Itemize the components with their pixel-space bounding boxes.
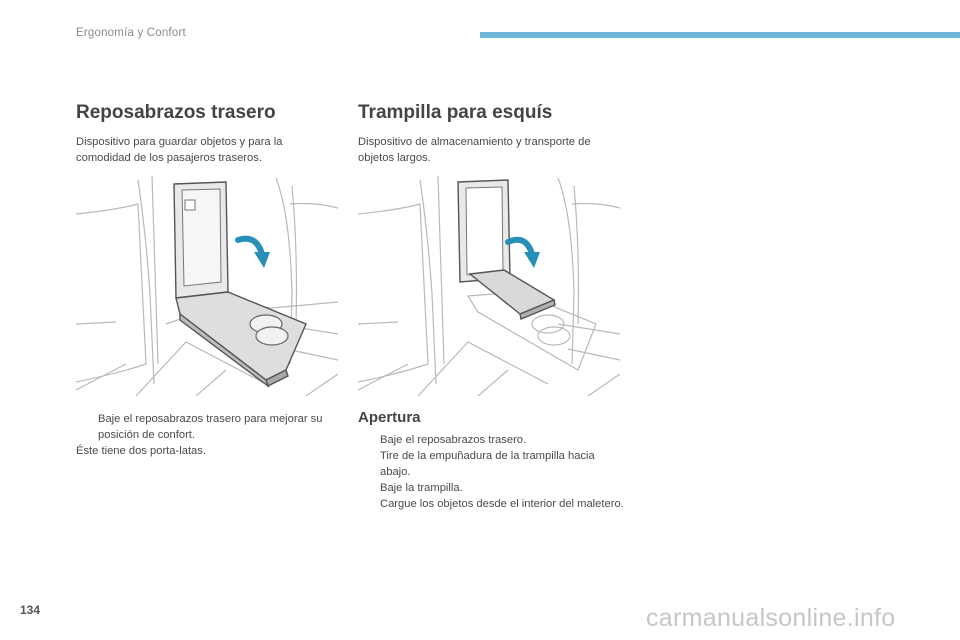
rear-armrest-title: Reposabrazos trasero — [76, 102, 276, 123]
rear-armrest-note: Éste tiene dos porta-latas. — [76, 445, 206, 457]
rear-armrest-steps — [76, 411, 346, 443]
list-item — [358, 496, 628, 512]
opening-subtitle: Apertura — [358, 409, 421, 426]
list-item — [358, 448, 628, 480]
step-text: Baje el reposabrazos trasero. — [380, 434, 527, 446]
ski-hatch-illustration — [358, 174, 620, 396]
section-header-bar — [480, 32, 960, 38]
step-text: Tire de la empuñadura de la trampilla hacia abajo. — [380, 450, 595, 478]
step-text: Cargue los objetos desde el interior del maletero. — [380, 498, 624, 510]
rear-armrest-illustration — [76, 174, 338, 396]
ski-hatch-steps — [358, 432, 628, 512]
list-item — [76, 411, 346, 443]
watermark-text: carmanualsonline.info — [646, 604, 896, 632]
ski-hatch-title: Trampilla para esquís — [358, 102, 553, 123]
list-item — [358, 432, 628, 448]
step-text: Baje la trampilla. — [380, 482, 463, 494]
section-header-label: Ergonomía y Confort — [76, 27, 186, 39]
ski-hatch-intro: Dispositivo de almacenamiento y transporte de objetos largos. — [358, 136, 591, 164]
list-item — [358, 480, 628, 496]
rear-armrest-intro: Dispositivo para guardar objetos y para la comodidad de los pasajeros traseros. — [76, 136, 283, 164]
step-text: Baje el reposabrazos trasero para mejorar su posición de confort. — [98, 413, 323, 441]
page-number: 134 — [20, 603, 41, 617]
